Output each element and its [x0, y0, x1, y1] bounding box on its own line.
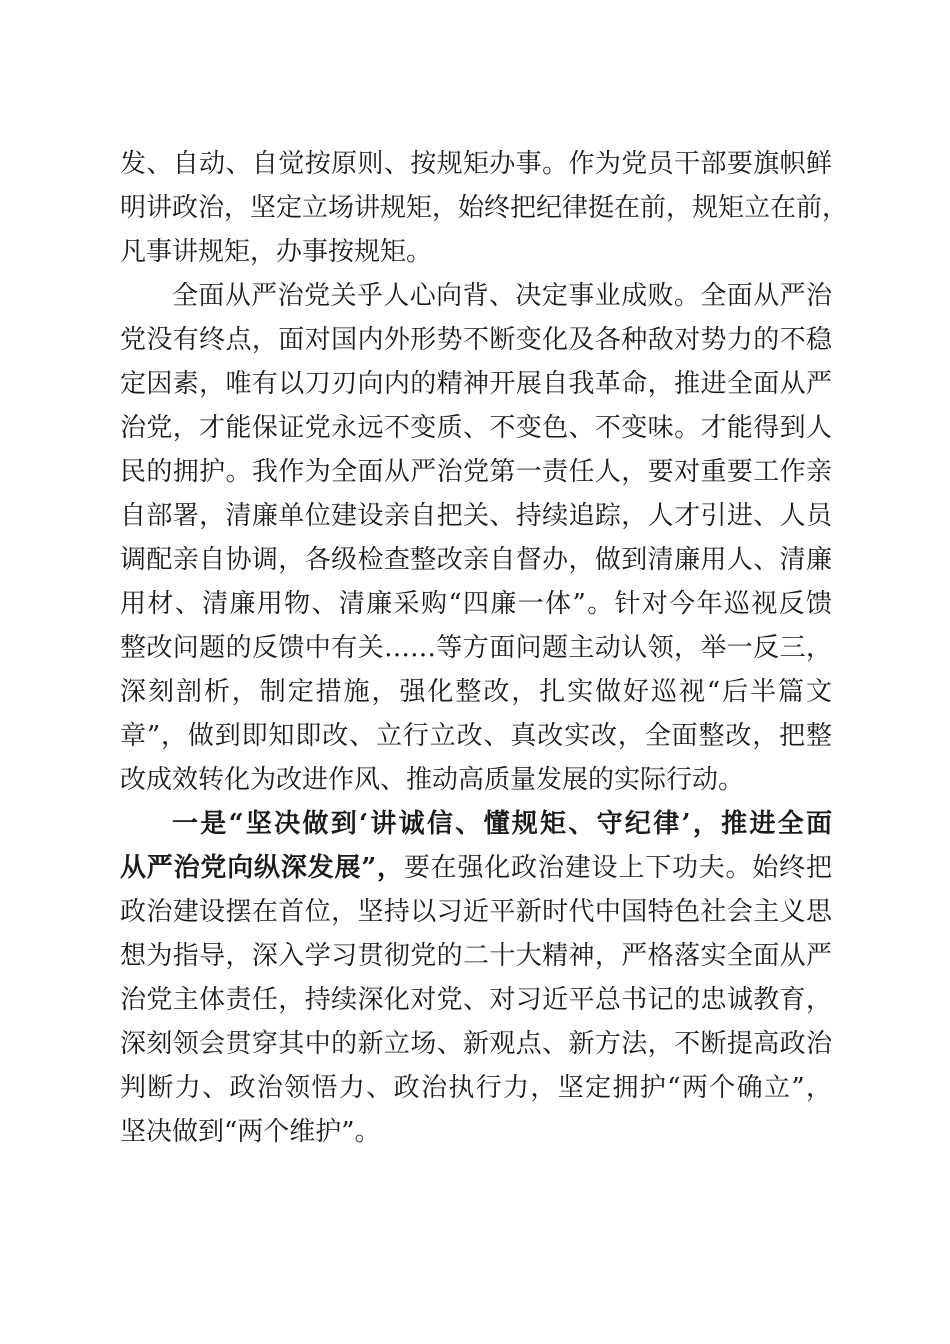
- paragraph-line: 调配亲自协调，各级检查整改亲自督办，做到清廉用人、清廉: [120, 545, 832, 575]
- paragraph-3: [120, 802, 832, 1154]
- paragraph-line: 定因素，唯有以刀刃向内的精神开展自我革命，推进全面从严: [120, 369, 832, 399]
- paragraph-line: 发、自动、自觉按原则、按规矩办事。作为党员干部要旗帜鲜: [120, 149, 832, 179]
- paragraph-line: 自部署，清廉单位建设亲自把关、持续追踪，人才引进、人员: [120, 501, 832, 531]
- paragraph-line: 政治建设摆在首位，坚持以习近平新时代中国特色社会主义思: [120, 897, 832, 927]
- bold-heading-line: 一是“坚决做到‘讲诚信、懂规矩、守纪律’，推进全面: [172, 809, 832, 839]
- paragraph-line: 整改问题的反馈中有关……等方面问题主动认领，举一反三，: [120, 633, 832, 663]
- paragraph-line: 治党主体责任，持续深化对党、对习近平总书记的忠诚教育，: [120, 985, 832, 1015]
- paragraph-line: 改成效转化为改进作风、推动高质量发展的实际行动。: [120, 765, 745, 795]
- paragraph-line: 用材、清廉用物、清廉采购“四廉一体”。针对今年巡视反馈: [120, 589, 832, 619]
- paragraph-2: [120, 274, 832, 802]
- bold-heading-text: 从严治党向纵深发展”，: [120, 853, 404, 883]
- paragraph-line: 章”，做到即知即改、立行立改、真改实改，全面整改，把整: [120, 721, 832, 751]
- paragraph-1: [120, 142, 849, 274]
- paragraph-line: 深刻剖析，制定措施，强化整改，扎实做好巡视“后半篇文: [120, 677, 832, 707]
- paragraph-line: 深刻领会贯穿其中的新立场、新观点、新方法，不断提高政治: [120, 1029, 832, 1059]
- paragraph-line: 全面从严治党关乎人心向背、决定事业成败。全面从严治: [172, 281, 832, 311]
- heading-tail-text: 要在强化政治建设上下功夫。始终把: [403, 853, 832, 883]
- paragraph-line: 明讲政治，坚定立场讲规矩，始终把纪律挺在前，规矩立在前，: [120, 193, 849, 223]
- paragraph-line: [120, 846, 832, 890]
- paragraph-line: 民的拥护。我作为全面从严治党第一责任人，要对重要工作亲: [120, 457, 832, 487]
- paragraph-line: 判断力、政治领悟力、政治执行力，坚定拥护“两个确立”，: [120, 1073, 832, 1103]
- paragraph-line: 坚决做到“两个维护”。: [120, 1117, 381, 1147]
- paragraph-line: 凡事讲规矩，办事按规矩。: [120, 237, 433, 267]
- paragraph-line: 党没有终点，面对国内外形势不断变化及各种敌对势力的不稳: [120, 325, 832, 355]
- paragraph-line: 想为指导，深入学习贯彻党的二十大精神，严格落实全面从严: [120, 941, 832, 971]
- paragraph-line: 治党，才能保证党永远不变质、不变色、不变味。才能得到人: [120, 413, 832, 443]
- document-body: [120, 142, 849, 1154]
